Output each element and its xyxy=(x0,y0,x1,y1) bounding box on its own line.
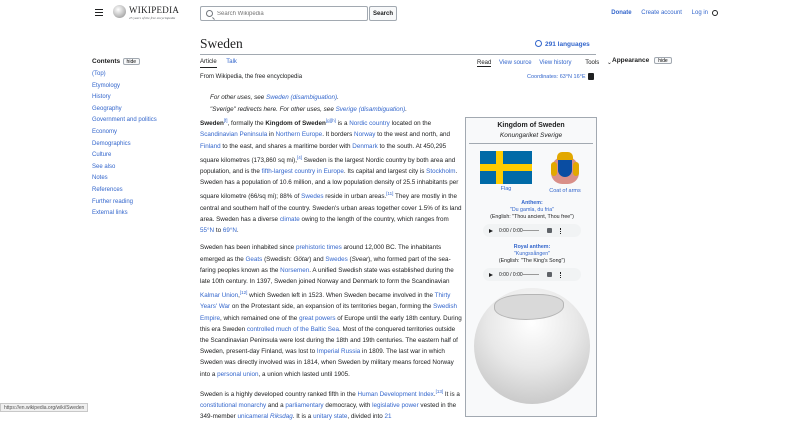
article-text: Sweden is the largest Nordic country by both area and population, and is the xyxy=(200,156,456,175)
view-tabs xyxy=(477,59,612,66)
chevron-down-icon: ⌄ xyxy=(606,60,612,66)
appearance-panel xyxy=(612,57,672,64)
article-paragraph xyxy=(200,386,462,423)
hatnote-2: "Sverige" redirects here. For other uses, see Sverige (disambiguation). xyxy=(210,105,407,113)
tab-view-source[interactable]: View source xyxy=(499,60,532,66)
title-divider xyxy=(200,54,596,55)
article-text: to xyxy=(214,227,223,235)
languages-label: 291 languages xyxy=(545,41,590,48)
article-text: to the east, and shares a maritime border with xyxy=(220,142,353,150)
coat-of-arms-caption[interactable]: Coat of arms xyxy=(549,188,581,194)
audio-time: 0:00 / 0:00 xyxy=(499,227,523,234)
article-text: , formally the xyxy=(227,120,266,128)
toc-item-etymology[interactable]: Etymology xyxy=(92,82,121,89)
citation-link[interactable]: [g][h] xyxy=(325,118,336,123)
article-text: to the west and north, and xyxy=(375,131,450,139)
coordinates-link[interactable]: Coordinates: 63°N 16°E xyxy=(527,74,586,80)
article-link[interactable]: Human Development Index xyxy=(357,390,434,398)
article-link[interactable]: legislative power xyxy=(372,402,419,410)
anthem-english: (English: "Thou ancient, Thou free") xyxy=(490,214,574,220)
article-text: vested in the 349-member xyxy=(200,402,457,421)
article-text: democracy, with xyxy=(323,402,373,410)
article-text: ), who formed part of the sea-faring peoples known as the xyxy=(200,255,451,274)
article-text: in xyxy=(267,131,276,139)
toc-item-external-links[interactable]: External links xyxy=(92,210,128,217)
logo-tagline: 25 years of the free encyclopedia xyxy=(129,16,176,20)
article-text: located on the xyxy=(389,120,432,128)
article-paragraph xyxy=(200,115,462,236)
audio-progress[interactable] xyxy=(523,230,539,232)
disambiguation-link[interactable]: Sweden (disambiguation) xyxy=(266,94,338,101)
anthem-block xyxy=(466,200,598,221)
article-text: on the Protestant side, an expansion of its territories began, forming the xyxy=(230,303,434,311)
toc-item-geography[interactable]: Geography xyxy=(92,105,122,112)
article-text: . A unified Swedish state was established during the late 10th century. In 1397, Sweden joined Norway and Denmark to form the Scandinavian xyxy=(200,266,454,285)
flag-image[interactable] xyxy=(480,151,532,184)
article-link[interactable]: Norway xyxy=(354,131,376,139)
tab-article[interactable]: Article xyxy=(200,59,217,68)
article-text: Götar xyxy=(293,255,310,263)
article-link[interactable]: controlled much of the Baltic Sea xyxy=(246,325,339,333)
toc-item-see-also[interactable]: See also xyxy=(92,163,116,170)
article-text: is a xyxy=(335,120,350,128)
article-link[interactable]: Nordic country xyxy=(349,120,390,128)
logo-wordmark: WIKIPEDIA xyxy=(129,5,180,15)
article-text: , xyxy=(238,292,240,300)
article-text: ) and xyxy=(309,255,326,263)
more-options-icon[interactable] xyxy=(560,228,562,234)
citation-link[interactable]: [4] xyxy=(296,154,302,160)
sverige-disambiguation-link[interactable]: Sverige (disambiguation) xyxy=(335,105,406,113)
appearance-title: Appearance xyxy=(612,57,650,64)
article-text: , a union which lasted until 1905. xyxy=(258,370,350,378)
royal-anthem-name[interactable]: "Kungssången" xyxy=(513,251,551,257)
orthographic-map-image[interactable] xyxy=(474,288,590,404)
audio-time: 0:00 / 0:00 xyxy=(499,271,523,278)
toc-item-culture[interactable]: Culture xyxy=(92,152,112,159)
search-button[interactable]: Search xyxy=(369,6,397,21)
article-link[interactable]: unicameral xyxy=(237,413,269,421)
anthem-label[interactable]: Anthem: xyxy=(521,200,543,206)
article-link[interactable]: Northern Europe xyxy=(275,131,323,139)
article-text: , which remained one of the xyxy=(219,314,300,322)
map-landmass xyxy=(494,294,564,320)
article-paragraph xyxy=(200,242,462,380)
wikipedia-logo[interactable] xyxy=(113,4,180,24)
article-text: Sweden has been inhabited since xyxy=(200,244,296,252)
toc-hide-button[interactable]: hide xyxy=(123,58,140,65)
infobox-native-name: Konungariket Sverige xyxy=(499,132,563,139)
infobox-title: Kingdom of Sweden xyxy=(497,122,565,129)
user-links xyxy=(603,10,708,16)
royal-anthem-block xyxy=(466,244,598,265)
article-link[interactable]: Swedes xyxy=(301,193,324,201)
article-link[interactable]: Thirty Years' War xyxy=(200,292,451,311)
article-text: . It borders xyxy=(322,131,355,139)
royal-anthem-audio-player[interactable] xyxy=(483,268,581,281)
article-link[interactable]: 21 xyxy=(384,413,392,421)
toc-item-further-reading[interactable]: Further reading xyxy=(92,198,134,205)
toc-item-notes[interactable]: Notes xyxy=(92,175,108,182)
user-menu-icon[interactable] xyxy=(712,10,718,16)
protection-lock-icon[interactable] xyxy=(588,73,594,80)
page-title: Sweden xyxy=(200,36,243,51)
table-of-contents xyxy=(92,56,188,222)
article-text: Kingdom of Sweden xyxy=(265,120,326,128)
status-bar-url: https://en.wikipedia.org/wiki/Sweden xyxy=(0,403,88,412)
tools-menu[interactable] xyxy=(579,60,612,66)
donate-link[interactable]: Donate xyxy=(611,10,632,16)
article-link[interactable]: 55°N xyxy=(200,227,215,235)
coat-of-arms-image[interactable] xyxy=(550,148,580,186)
article-text: owing to the length of the country, which ranges from xyxy=(299,215,449,223)
audio-progress[interactable] xyxy=(523,274,539,276)
infobox xyxy=(465,117,597,417)
article-link[interactable]: climate xyxy=(279,215,300,223)
article-text: to the south. At 450,295 square kilometres (173,860 sq mi), xyxy=(200,142,447,164)
play-icon[interactable] xyxy=(489,229,493,233)
toc-item-history[interactable]: History xyxy=(92,94,111,101)
toc-item-top[interactable]: (Top) xyxy=(92,71,106,77)
article-link[interactable]: constitutional monarchy xyxy=(200,402,267,410)
toc-item-economy[interactable]: Economy xyxy=(92,128,118,135)
article-link[interactable]: Stockholm xyxy=(426,168,456,175)
namespace-tabs xyxy=(200,59,245,65)
article-text: Svear xyxy=(351,255,369,263)
toc-item-demographics[interactable]: Demographics xyxy=(92,140,131,147)
anthem-audio-player[interactable] xyxy=(483,224,581,237)
article-link[interactable]: unitary state xyxy=(313,413,348,421)
create-account-link[interactable]: Create account xyxy=(641,10,682,16)
article-text: , divided into xyxy=(347,413,385,421)
citation-link[interactable]: [12] xyxy=(239,290,248,296)
royal-anthem-english: (English: "The King's Song") xyxy=(498,258,566,264)
article-link[interactable]: Denmark xyxy=(352,142,378,150)
article-link[interactable]: fifth-largest country in Europe xyxy=(261,168,344,175)
flag-caption[interactable]: Flag xyxy=(500,186,512,192)
hatnote-1: For other uses, see Sweden (disambiguation). xyxy=(210,94,339,101)
volume-icon[interactable] xyxy=(547,272,552,277)
languages-button[interactable] xyxy=(535,40,590,48)
article-text: They are mostly in the central and southern half of the country. Sweden's urban areas together cover 1.5% of its land area. Sweden has a diverse xyxy=(200,193,462,223)
article-link[interactable]: great powers xyxy=(299,314,336,322)
log-in-link[interactable]: Log in xyxy=(691,10,708,16)
search-box[interactable] xyxy=(200,6,368,21)
toc-title: Contents xyxy=(92,57,121,65)
toc-item-references[interactable]: References xyxy=(92,186,123,193)
citation-link[interactable]: [11] xyxy=(386,191,394,197)
article-link[interactable]: 69°N xyxy=(222,227,237,235)
article-link[interactable]: prehistoric times xyxy=(295,244,342,252)
article-text: which Sweden left in 1523. When Sweden became involved in the xyxy=(247,292,435,300)
citation-link[interactable]: [f] xyxy=(223,118,228,123)
language-icon xyxy=(535,40,542,47)
article-link[interactable]: Scandinavian Peninsula xyxy=(200,131,268,139)
search-icon xyxy=(206,10,213,17)
volume-icon[interactable] xyxy=(547,228,552,233)
article-link[interactable]: Finland xyxy=(200,142,221,150)
article-text: Sweden is a highly developed country ranked fifth in the xyxy=(200,390,358,398)
article-text: . Its capital and largest city is xyxy=(343,168,427,175)
article-link[interactable]: Riksdag xyxy=(270,413,293,421)
article-link[interactable]: Kalmar Union xyxy=(200,292,239,300)
article-link[interactable]: Geats xyxy=(245,255,263,263)
article-text: of Europe until the early 18th century. During this era Sweden xyxy=(200,314,462,333)
article-body xyxy=(200,115,462,429)
article-text: Sweden xyxy=(200,120,224,128)
tab-read[interactable]: Read xyxy=(477,60,492,66)
article-text: . xyxy=(236,227,239,235)
article-link[interactable]: Swedes xyxy=(325,255,348,263)
article-link[interactable]: personal union xyxy=(217,370,259,378)
article-link[interactable]: Swedish Empire xyxy=(200,303,457,322)
article-text: It is a xyxy=(443,390,460,398)
article-text: . Sweden has a population of 10.6 million, and a low population density of 25.5 inhabitants per square kilometre (66/sq mi); 88% of xyxy=(200,168,459,201)
article-text: and a xyxy=(266,402,286,410)
search-input[interactable] xyxy=(217,10,357,18)
hatnotes xyxy=(210,92,407,115)
tab-talk[interactable]: Talk xyxy=(226,59,237,65)
tab-view-history[interactable]: View history xyxy=(539,60,572,66)
article-text: ( xyxy=(347,255,352,263)
anthem-name[interactable]: "Du gamla, du fria" xyxy=(509,207,555,213)
article-text: . Most of the conquered territories outside the Scandinavian Peninsula were lost during the 18th and 19th centuries. The eastern half of Sweden, present-day Finland, was lost to xyxy=(200,325,458,356)
globe-logo-icon xyxy=(113,5,126,18)
article-text: in 1809. The last war in which Sweden was directly involved was in 1814, when Sweden by military means forced Norway into a xyxy=(200,348,454,378)
article-text: . It is a xyxy=(292,413,314,421)
article-text: reside in urban areas. xyxy=(323,193,387,201)
article-link[interactable]: parliamentary xyxy=(285,402,324,410)
infobox-divider xyxy=(469,143,593,144)
tools-label: Tools xyxy=(585,60,600,66)
appearance-hide-button[interactable]: hide xyxy=(654,57,671,64)
royal-anthem-label[interactable]: Royal anthem: xyxy=(513,244,551,250)
play-icon[interactable] xyxy=(489,273,493,277)
article-link[interactable]: Norsemen xyxy=(280,266,310,274)
article-link[interactable]: Imperial Russia xyxy=(316,348,361,356)
toc-item-government[interactable]: Government and politics xyxy=(92,117,157,124)
main-menu-icon[interactable] xyxy=(95,9,103,16)
article-text: (Swedish: xyxy=(262,255,294,263)
article-text: around 12,000 BC. The inhabitants emerged as the xyxy=(200,244,442,263)
site-header xyxy=(0,0,800,28)
article-text: . xyxy=(433,390,436,398)
citation-link[interactable]: [13] xyxy=(435,388,444,394)
more-options-icon[interactable] xyxy=(560,272,562,278)
site-subtitle: From Wikipedia, the free encyclopedia xyxy=(200,74,303,80)
